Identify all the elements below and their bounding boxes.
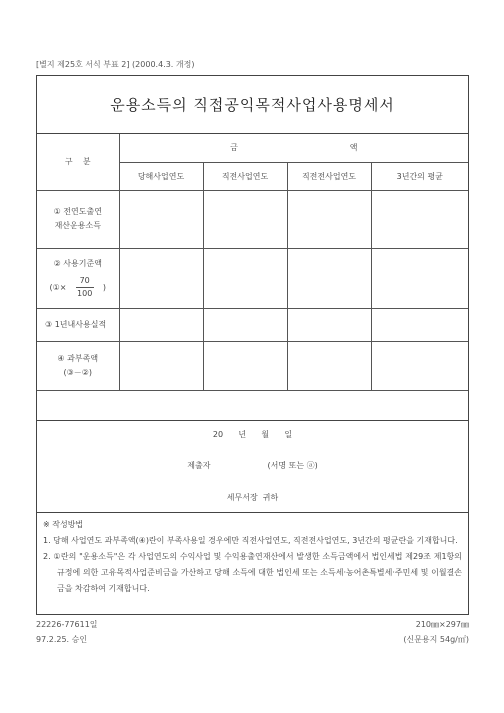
form-number: 22226-77611일: [36, 620, 98, 629]
approval-date: 97.2.25. 승인: [36, 635, 88, 644]
signature-label: (서명 또는 ⓐ): [267, 461, 318, 470]
form-container: [36, 75, 469, 615]
column-header-current-year: 당해사업연도: [119, 162, 203, 190]
cell-input[interactable]: [287, 308, 371, 341]
submission-date: 20 년 월 일: [212, 430, 293, 439]
paper-type: (신문용지 54g/㎡): [403, 635, 469, 644]
row-label-usage-standard: ② 사용기준액 (①× $\frac{70}{100}$ ): [37, 248, 119, 308]
cell-input[interactable]: [203, 341, 287, 390]
form-title-row: [37, 76, 468, 134]
row-label-surplus-deficit: ④ 과부족액 (③－②): [37, 341, 119, 390]
cell-input[interactable]: [371, 248, 468, 308]
submission-section: [37, 420, 468, 513]
addressee: 세무서장 귀하: [226, 493, 279, 502]
cell-input[interactable]: [371, 341, 468, 390]
form-title: 운용소득의 직접공익목적사업사용명세서: [110, 96, 395, 114]
cell-input[interactable]: [287, 190, 371, 248]
cell-input[interactable]: [119, 248, 203, 308]
statement-table: [37, 134, 468, 391]
cell-input[interactable]: [203, 308, 287, 341]
cell-input[interactable]: [287, 248, 371, 308]
column-header-two-years-prior: 직전전사업연도: [287, 162, 371, 190]
instruction-item-1: 1. 당해 사업연도 과부족액(④)란이 부족사용일 경우에만 직전사업연도, 직전전사업연도, 3년간의 평균란을 기재합니다.: [43, 536, 458, 545]
submitter-label: 제출자: [187, 461, 211, 470]
cell-input[interactable]: [203, 248, 287, 308]
column-header-three-year-average: 3년간의 평균: [371, 162, 468, 190]
row-label-operating-income: ① 전연도출연 재산운용소득: [37, 190, 119, 248]
ratio-fraction: $\frac{70}{100}$: [77, 275, 93, 298]
cell-input[interactable]: [287, 341, 371, 390]
cell-input[interactable]: [203, 190, 287, 248]
paper-size: 210㎜×297㎜: [415, 620, 469, 629]
form-header-note: [별지 제25호 서식 부표 2] (2000.4.3. 개정): [36, 60, 195, 69]
amount-header: 금 액: [119, 134, 468, 162]
cell-input[interactable]: [371, 308, 468, 341]
cell-input[interactable]: [119, 190, 203, 248]
instructions-section: [37, 513, 468, 601]
cell-input[interactable]: [119, 308, 203, 341]
cell-input[interactable]: [371, 190, 468, 248]
row-label-actual-usage: ③ 1년내사용실적: [37, 308, 119, 341]
submitter-line: [37, 460, 468, 471]
column-header-previous-year: 직전사업연도: [203, 162, 287, 190]
instruction-item-2: 2. ①란의 "운용소득"은 각 사업연도의 수익사업 및 수익용출연재산에서 발생한 소득금액에서 법인세법 제29조 제1항의 규정에 의한 고유목적사업준비금을 가산하고 당해 소득에 대한 법인세 또는 소득세·농어촌특별세·주민세 및 이월결손금을 차감하여 기재합니다.: [43, 552, 462, 593]
cell-input[interactable]: [119, 341, 203, 390]
category-header: 구 분: [37, 134, 119, 190]
instructions-heading: ※ 작성방법: [43, 520, 84, 529]
